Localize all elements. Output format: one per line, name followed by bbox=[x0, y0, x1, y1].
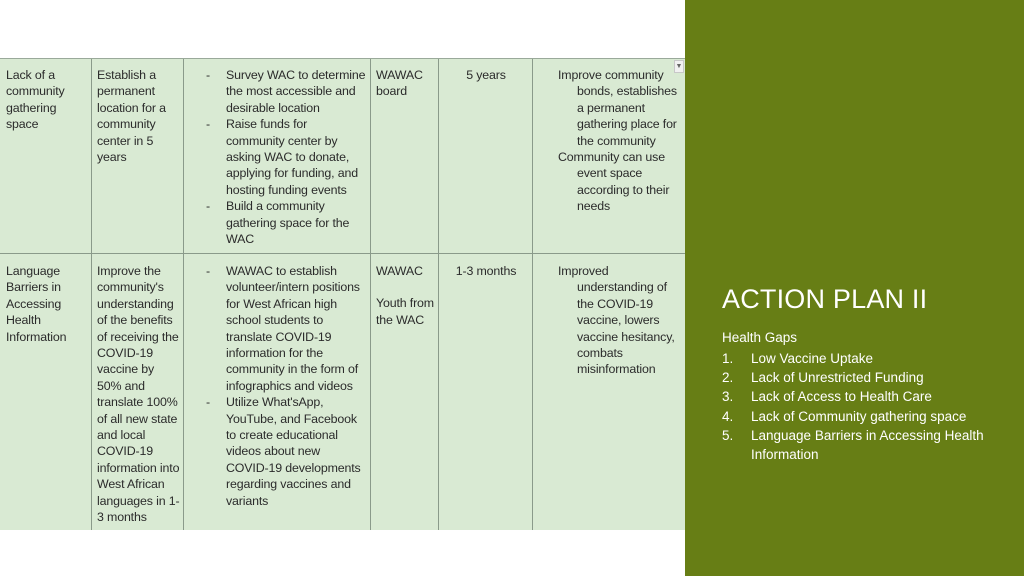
list-item: 3. Lack of Access to Health Care bbox=[722, 389, 932, 405]
row2-action-item: - Utilize What'sApp, YouTube, and Facebook to create educational videos about new COVID-19 developments regarding vaccines and variants bbox=[206, 394, 364, 509]
list-item: 5. Language Barriers in Accessing Health Information bbox=[722, 427, 984, 463]
row1-responsible-cell bbox=[376, 67, 434, 100]
outcome-item: Improve community bonds, establishes a permanent gathering place for the community bbox=[558, 68, 677, 148]
column-divider bbox=[370, 59, 371, 530]
row1-timeline-cell: 5 years bbox=[466, 68, 506, 82]
chevron-down-icon[interactable]: ▼ bbox=[674, 60, 684, 73]
list-item: 2. Lack of Unrestricted Funding bbox=[722, 370, 924, 386]
row1-goal-cell: Establish a permanent location for a community center in 5 years bbox=[97, 68, 166, 165]
list-item: 1. Low Vaccine Uptake bbox=[722, 351, 874, 366]
responsible-party: WAWAC board bbox=[376, 68, 423, 99]
row2-gap-cell: Language Barriers in Accessing Health Information bbox=[6, 264, 67, 344]
row1-action-item: - Raise funds for community center by asking WAC to donate, applying for funding, and hosting funding events bbox=[206, 116, 366, 198]
health-gaps-heading: Health Gaps bbox=[722, 330, 798, 345]
slide-title: ACTION PLAN II bbox=[722, 284, 928, 314]
row2-actions-cell bbox=[206, 263, 364, 509]
row1-gap-cell: Lack of a community gathering space bbox=[6, 68, 65, 132]
action-plan-table bbox=[0, 58, 686, 530]
row2-responsible-cell bbox=[376, 263, 436, 328]
outcome-item: Community can use event space according to their needs bbox=[558, 150, 670, 214]
column-divider bbox=[91, 59, 92, 530]
row1-outcomes-cell bbox=[558, 67, 680, 215]
row1-action-item: - Survey WAC to determine the most accessible and desirable location bbox=[206, 67, 366, 116]
row1-action-item: - Build a community gathering space for the WAC bbox=[206, 198, 366, 247]
responsible-party: WAWAC bbox=[376, 264, 423, 278]
responsible-party: Youth from the WAC bbox=[376, 296, 434, 327]
column-divider bbox=[438, 59, 439, 530]
column-divider bbox=[532, 59, 533, 530]
row2-action-item: - WAWAC to establish volunteer/intern positions for West African high school students to translate COVID-19 information for the community in the form of infographics and videos bbox=[206, 263, 364, 394]
list-item: 4. Lack of Community gathering space bbox=[722, 408, 967, 424]
outcome-item: Improved understanding of the COVID-19 vaccine, lowers vaccine hesitancy, combats misinformation bbox=[558, 264, 675, 377]
health-gaps-list bbox=[722, 349, 1012, 464]
row-divider bbox=[0, 253, 686, 254]
column-divider bbox=[183, 59, 184, 530]
row1-actions-cell bbox=[206, 67, 366, 247]
row2-outcomes-cell bbox=[558, 263, 676, 378]
row2-timeline-cell: 1-3 months bbox=[455, 264, 517, 278]
row2-goal-cell: Improve the community's understanding of the benefits of receiving the COVID-19 vaccine by 50% and translate 100% of all new state and local COVID-19 information into West African languages in 1-3 months bbox=[97, 264, 180, 525]
